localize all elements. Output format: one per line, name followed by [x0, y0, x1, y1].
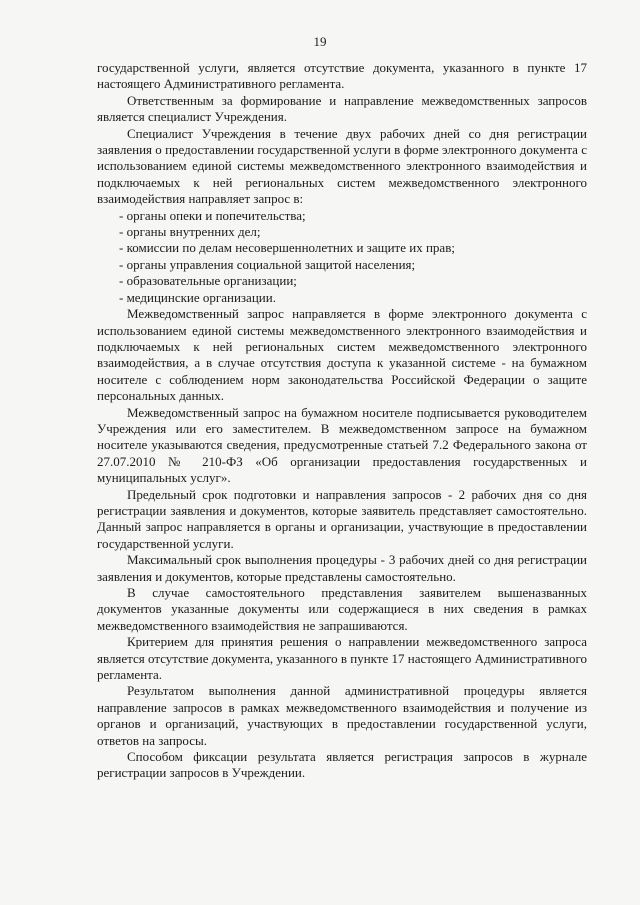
paragraph: Предельный срок подготовки и направления запросов - 2 рабочих дня со дня регистрации заявления и документов, которые заявитель представляет самостоятельно. Данный запрос направляется в органы и организации, участвующие в предоставлении государственной услуги.: [97, 486, 587, 551]
list-item: - органы управления социальной защитой населения;: [119, 256, 416, 272]
paragraph: Ответственным за формирование и направление межведомственных запросов является специалист Учреждения.: [97, 92, 587, 125]
paragraph: Межведомственный запрос направляется в форме электронного документа с использованием единой системы межведомственного электронного взаимодействия и подключаемых к ней региональных систем межведомственного электронного взаимодействия, а в случае отсутствия доступа к указанной системе - на бумажном носителе с соблюдением норм законодательства Российской Федерации о защите персональных данных.: [97, 306, 587, 404]
paragraph: государственной услуги, является отсутствие документа, указанного в пункте 17 настоящего Административного регламента.: [97, 60, 587, 92]
list-item: - органы внутренних дел;: [119, 224, 261, 240]
paragraph: Способом фиксации результата является регистрация запросов в журнале регистрации запросов в Учреждении.: [97, 749, 587, 781]
recipient-list: [97, 208, 587, 306]
list-item: - медицинские организации.: [119, 289, 276, 305]
paragraph: Результатом выполнения данной административной процедуры является направление запросов в рамках межведомственного взаимодействия и получение из органов и организаций, участвующих в предоставлении государственной услуги, ответов на запросы.: [97, 683, 587, 748]
paragraph: Максимальный срок выполнения процедуры - 3 рабочих дней со дня регистрации заявления и документов, которые представлены самостоятельно.: [97, 552, 587, 584]
list-item: - комиссии по делам несовершеннолетних и защите их прав;: [119, 240, 455, 256]
list-item: - органы опеки и попечительства;: [119, 207, 306, 223]
page-number: 19: [313, 34, 327, 49]
paragraph: Специалист Учреждения в течение двух рабочих дней со дня регистрации заявления о предоставлении государственной услуги в форме электронного документа с использованием единой системы межведомственного электронного взаимодействия и подключаемых к ней региональных систем межведомственного электронного взаимодействия направляет запрос в:: [97, 125, 587, 207]
paragraph: В случае самостоятельного представления заявителем вышеназванных документов указанные документы или содержащиеся в них сведения в рамках межведомственного взаимодействия не запрашиваются.: [97, 585, 587, 633]
document-body: [97, 60, 587, 782]
paragraph: Межведомственный запрос на бумажном носителе подписывается руководителем Учреждения или его заместителем. В межведомственном запросе на бумажном носителе указываются сведения, предусмотренные статьей 7.2 Федерального закона от 27.07.2010 № 210-ФЗ «Об организации предоставления государственных и муниципальных услуг».: [97, 404, 587, 486]
paragraph: Критерием для принятия решения о направлении межведомственного запроса является отсутствие документа, указанного в пункте 17 настоящего Административного регламента.: [97, 634, 587, 683]
list-item: - образовательные организации;: [119, 273, 297, 289]
